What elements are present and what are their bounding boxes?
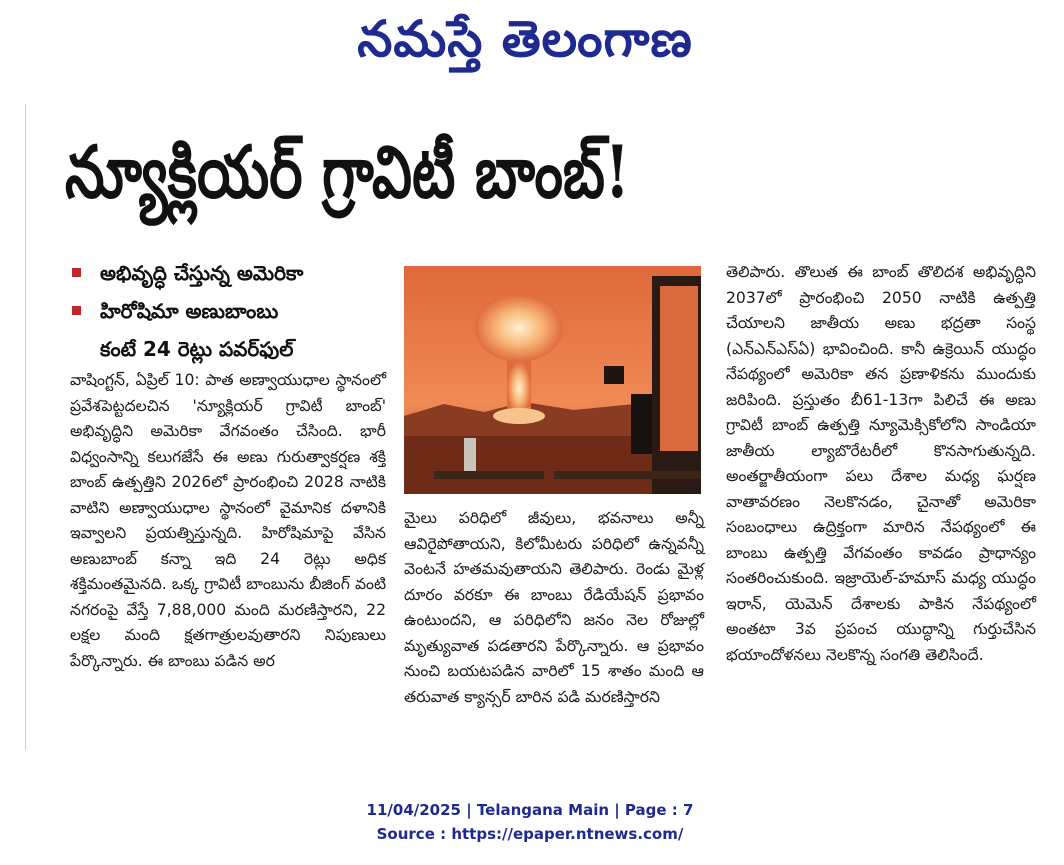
bullet-text-continued: కంటే 24 రెట్లు పవర్‌ఫుల్ — [100, 337, 294, 361]
newspaper-masthead-logo: నమస్తే తెలంగాణ — [357, 9, 693, 68]
source-url: Source : https://epaper.ntnews.com/ — [376, 825, 684, 843]
nuclear-explosion-photo — [404, 266, 701, 494]
red-square-bullet-icon — [72, 268, 81, 277]
red-square-bullet-icon — [72, 306, 81, 315]
page-footer — [280, 798, 780, 846]
bullet-text: అభివృద్ధి చేస్తున్న అమెరికా — [100, 261, 304, 285]
article-column-3: తెలిపారు. తొలుత ఈ బాంబ్ తొలిదశ అభివృద్ధిని 2037లో ప్రారంభించి 2050 నాటికి ఉత్పత్తి చేయాలని జాతీయ అణు భద్రతా సంస్థ (ఎన్ఎన్ఎస్ఏ) భావించింది. కానీ ఉక్రెయిన్ యుద్ధం నేపథ్యంలో అమెరికా తన ప్రణాళికను ముందుకు జరిపింది. ప్రస్తుతం బీ61-13గా పిలిచే ఈ అణు గ్రావిటీ బాంబ్ ఉత్పత్తి న్యూమెక్సికోలోని సాండియా జాతీయ ల్యాబొరేటరీలో కొనసాగుతున్నది. అంతర్జాతీయంగా పలు దేశాల మధ్య ఘర్షణ వాతావరణం నెలకొనడం, చైనాతో అమెరికా సంబంధాలు ఉద్రిక్తంగా మారిన నేపథ్యంలో ఈ బాంబు ఉత్పత్తి వేగవంతం కావడం ప్రాధాన్యం సంతరించుకుంది. ఇజ్రాయెల్-హమాస్ మధ్య యుద్ధం ఇరాన్, యెమెన్ దేశాలకు పాకిన నేపథ్యంలో అంతటా 3వ ప్రపంచ యుద్ధాన్ని గుర్తుచేసిన భయాందోళనలు నెలకొన్న సంగతి తెలిసిందే. — [726, 263, 1036, 664]
highlight-bullets — [70, 254, 400, 368]
article-column-2: మైలు పరిధిలో జీవులు, భవనాలు అన్నీ ఆవిరైపోతాయని, కిలోమీటరు పరిధిలో ఉన్నవన్నీ వెంటనే హతమవుతాయని తెలిపారు. రెండు మైళ్ల దూరం వరకూ ఈ బాంబు రేడియేషన్ ప్రభావం ఉంటుందని, ఆ పరిధిలోని జనం నెల రోజుల్లో మృత్యువాత పడతారని పేర్కొన్నారు. ఆ ప్రభావం నుంచి బయటపడిన వారిలో 15 శాతం మంది ఆ తరువాత క్యాన్సర్ బారిన పడి మరణిస్తారని — [404, 509, 704, 706]
bullet-item — [70, 292, 400, 368]
article-headline: న్యూక్లియర్ గ్రావిటీ బాంబ్! — [65, 129, 630, 214]
edition-info: 11/04/2025 | Telangana Main | Page : 7 — [366, 801, 694, 819]
bullet-text: హిరోషిమా అణుబాంబు — [100, 299, 279, 323]
article-column-1: వాషింగ్టన్, ఏప్రిల్ 10: పాత అణ్వాయుధాల స్థానంలో ప్రవేశపెట్టదలచిన 'న్యూక్లియర్ గ్రావిటీ బాంబ్' అభివృద్ధిని అమెరికా వేగవంతం చేసింది. భారీ విధ్వంసాన్ని కలుగజేసే ఈ అణు గురుత్వాకర్షణ శక్తి బాంబ్ ఉత్పత్తిని 2026లో ప్రారంభించి 2028 నాటికి వాటిని అణ్వాయుధాల స్థానంలో వైమానిక దళానికి ఇవ్వాలని ప్రయత్నిస్తున్నది. హిరోషిమాపై వేసిన అణుబాంబ్ కన్నా ఇది 24 రెట్లు అధిక శక్తిమంతమైనది. ఒక్క గ్రావిటీ బాంబును బీజింగ్ వంటి నగరంపై వేస్తే 7,88,000 మంది మరణిస్తారని, 22 లక్షల మంది క్షతగాత్రులవుతారని నిపుణులు పేర్కొన్నారు. ఈ బాంబు పడిన అర — [70, 371, 386, 670]
bullet-item — [70, 254, 400, 292]
page-edge-divider — [25, 104, 26, 750]
